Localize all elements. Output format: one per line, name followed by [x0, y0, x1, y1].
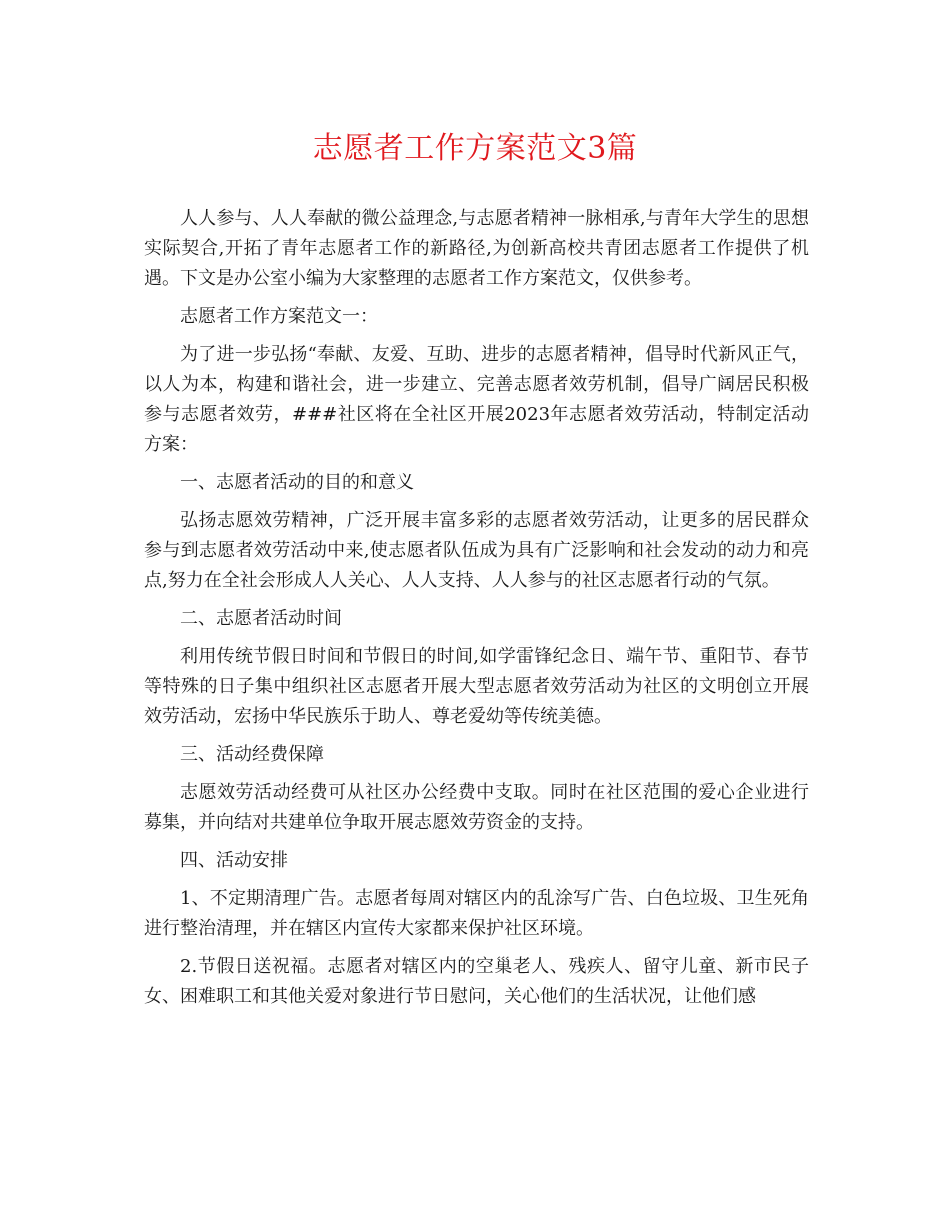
heading-activity-time: 二、志愿者活动时间	[180, 608, 342, 629]
purpose-paragraph: 为了进一步弘扬“奉献、友爱、互助、进步的志愿者精神，倡导时代新风正气，以人为本，构建和谐社会，进一步建立、完善志愿者效劳机制，倡导广阔居民积极参与志愿者效劳，###社区将在全社区开展2023年志愿者效劳活动，特制定活动方案：	[144, 344, 809, 455]
funding-paragraph: 志愿效劳活动经费可从社区办公经费中支取。同时在社区范围的爱心企业进行募集，并向结对共建单位争取开展志愿效劳资金的支持。	[144, 782, 809, 833]
document-body	[144, 204, 809, 1012]
heading-funding: 三、活动经费保障	[180, 744, 324, 765]
heading-goals-meaning: 一、志愿者活动的目的和意义	[180, 472, 414, 493]
heading-arrangements: 四、活动安排	[180, 850, 288, 871]
activity-time-paragraph: 利用传统节假日时间和节假日的时间,如学雷锋纪念日、端午节、重阳节、春节等特殊的日子集中组织社区志愿者开展大型志愿者效劳活动为社区的文明创立开展效劳活动，宏扬中华民族乐于助人、尊老爱幼等传统美德。	[144, 646, 809, 727]
arrangement-item-1: 1、不定期清理广告。志愿者每周对辖区内的乱涂写广告、白色垃圾、卫生死角进行整治清理，并在辖区内宣传大家都来保护社区环境。	[144, 888, 809, 939]
goals-paragraph: 弘扬志愿效劳精神，广泛开展丰富多彩的志愿者效劳活动，让更多的居民群众参与到志愿者效劳活动中来,使志愿者队伍成为具有广泛影响和社会发动的动力和亮点,努力在全社会形成人人关心、人人支持、人人参与的社区志愿者行动的气氛。	[144, 510, 809, 591]
arrangement-item-2: 2.节假日送祝福。志愿者对辖区内的空巢老人、残疾人、留守儿童、新市民子女、困难职工和其他关爱对象进行节日慰问，关心他们的生活状况，让他们感	[144, 956, 809, 1007]
document-title: 志愿者工作方案范文3篇	[312, 131, 638, 166]
intro-paragraph: 人人参与、人人奉献的微公益理念,与志愿者精神一脉相承,与青年大学生的思想实际契合,开拓了青年志愿者工作的新路径,为创新高校共青团志愿者工作提供了机遇。下文是办公室小编为大家整理的志愿者工作方案范文，仅供参考。	[144, 208, 809, 289]
section-heading-sample-one: 志愿者工作方案范文一：	[180, 306, 378, 327]
